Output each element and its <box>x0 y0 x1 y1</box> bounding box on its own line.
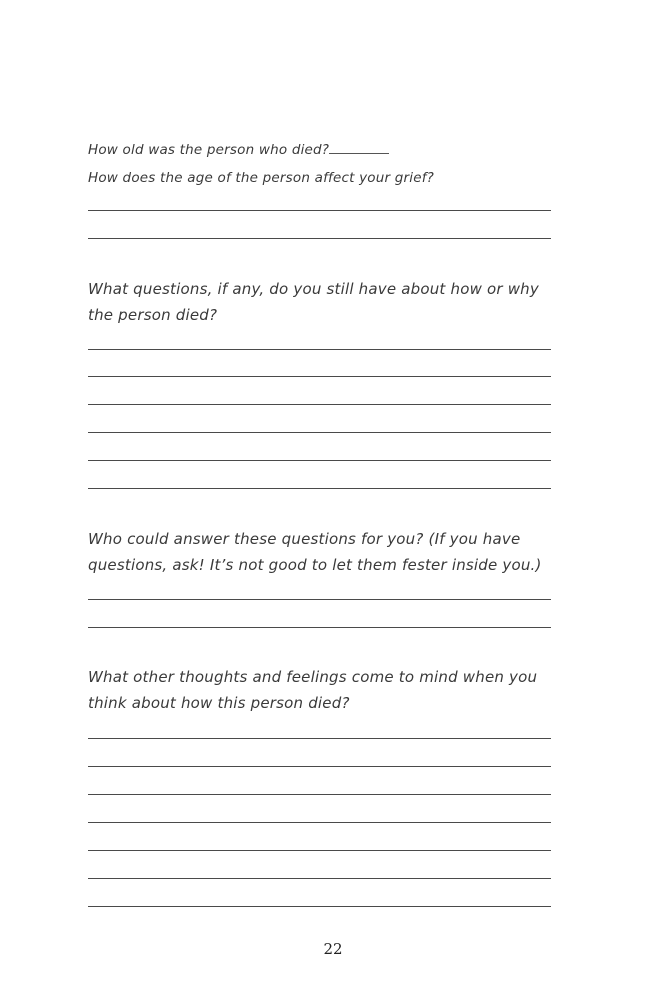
prompt-line: What questions, if any, do you still have about how or why <box>88 280 539 298</box>
answer-line[interactable] <box>88 822 551 823</box>
answer-line[interactable] <box>88 238 551 239</box>
answer-line[interactable] <box>88 432 551 433</box>
age-effect-question: How does the age of the person affect your grief? <box>88 170 435 186</box>
answer-line[interactable] <box>88 488 551 489</box>
answer-line[interactable] <box>88 349 551 350</box>
answer-line[interactable] <box>88 210 551 211</box>
prompt-line: the person died? <box>88 306 218 324</box>
answer-line[interactable] <box>88 906 551 907</box>
answer-line[interactable] <box>88 404 551 405</box>
answer-line[interactable] <box>88 599 551 600</box>
answer-line[interactable] <box>88 766 551 767</box>
page-number: 22 <box>323 940 343 958</box>
age-question <box>88 137 558 163</box>
remaining-questions-prompt <box>88 276 558 328</box>
answer-line[interactable] <box>88 627 551 628</box>
prompt-line: think about how this person died? <box>88 694 350 712</box>
age-answer-blank[interactable] <box>329 139 389 154</box>
age-question-text: How old was the person who died? <box>88 142 330 158</box>
thoughts-feelings-prompt <box>88 664 558 716</box>
prompt-line: questions, ask! It’s not good to let them fester inside you.) <box>88 556 542 574</box>
prompt-line: What other thoughts and feelings come to mind when you <box>88 668 538 686</box>
answer-line[interactable] <box>88 794 551 795</box>
answer-line[interactable] <box>88 878 551 879</box>
answer-line[interactable] <box>88 376 551 377</box>
answer-line[interactable] <box>88 738 551 739</box>
prompt-line: Who could answer these questions for you? (If you have <box>88 530 521 548</box>
answer-line[interactable] <box>88 850 551 851</box>
who-could-answer-prompt <box>88 526 558 578</box>
answer-line[interactable] <box>88 460 551 461</box>
